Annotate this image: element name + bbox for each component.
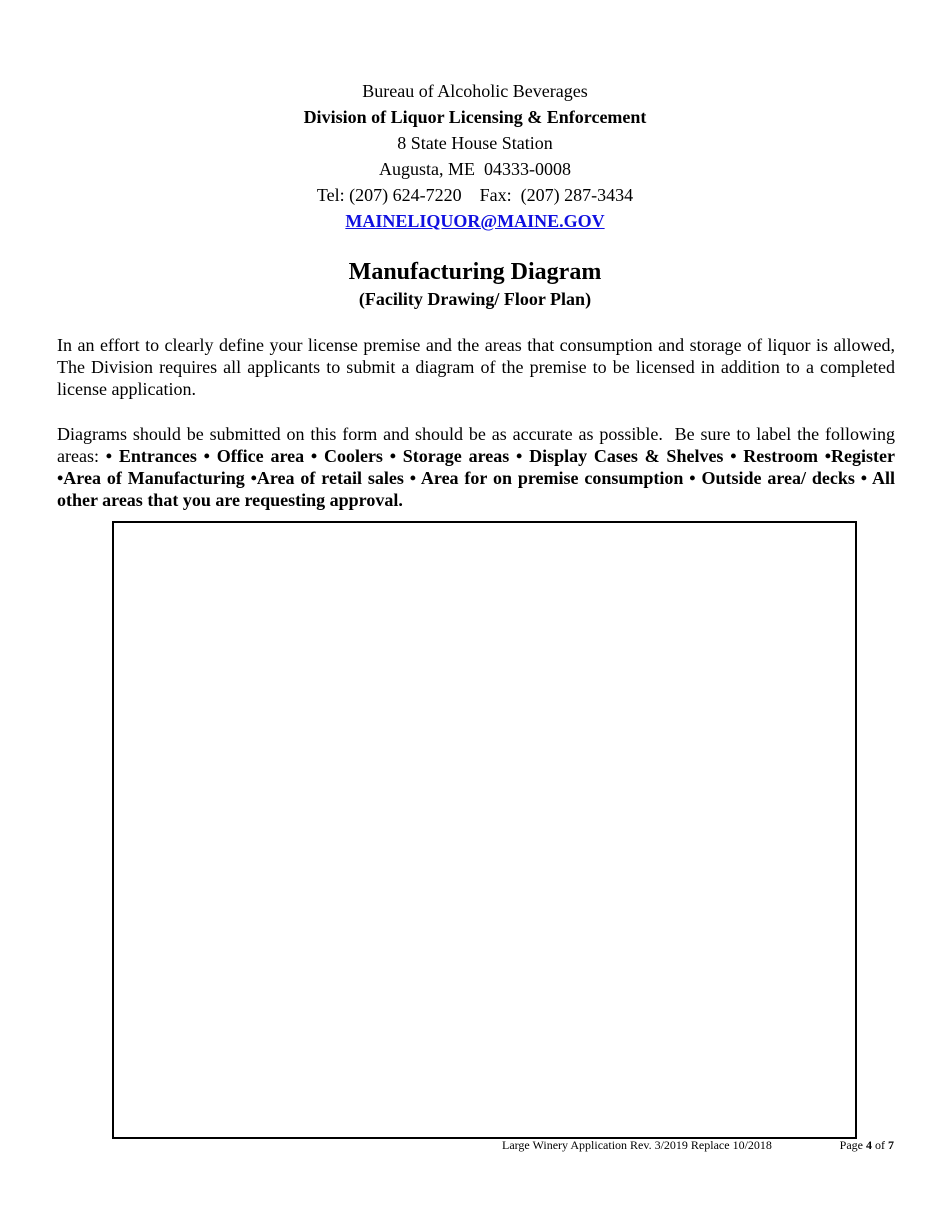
division-name: Division of Liquor Licensing & Enforcement xyxy=(303,107,647,127)
page-of: of xyxy=(875,1138,885,1152)
page-number xyxy=(840,1138,894,1153)
page-subtitle: (Facility Drawing/ Floor Plan) xyxy=(358,289,592,309)
page-title: Manufacturing Diagram xyxy=(348,259,602,285)
page-total: 7 xyxy=(888,1138,894,1152)
intro-paragraph: In an effort to clearly define your license premise and the areas that consumption and storage of liquor is allowed, The Division requires all applicants to submit a diagram of the premise to be licensed in addition to a completed license application. xyxy=(57,335,895,399)
page-current: 4 xyxy=(866,1138,872,1152)
phone-fax: Tel: (207) 624-7220 Fax: (207) 287-3434 xyxy=(316,185,634,205)
email-link[interactable]: MAINELIQUOR@MAINE.GOV xyxy=(345,211,605,231)
bureau-name: Bureau of Alcoholic Beverages xyxy=(362,81,588,101)
diagram-drawing-area[interactable] xyxy=(112,521,857,1139)
revision-note: Large Winery Application Rev. 3/2019 Replace 10/2018 xyxy=(502,1138,772,1152)
instructions-paragraph xyxy=(57,423,900,511)
required-areas-list: • Entrances • Office area • Coolers • Storage areas • Display Cases & Shelves • Restroom •Register •Area of Manufacturing •Area of retail sales • Area for on premise consumption • Outside area/ decks • All other areas that you are requesting approval. xyxy=(57,446,895,510)
agency-header xyxy=(0,78,950,234)
page-label: Page xyxy=(839,1138,863,1152)
address-line-2: Augusta, ME 04333-0008 xyxy=(379,159,571,179)
instructions-intro: Diagrams should be submitted on this form and should be as accurate as possible. Be sure to label the following areas: xyxy=(57,424,900,466)
address-line-1: 8 State House Station xyxy=(397,133,553,153)
